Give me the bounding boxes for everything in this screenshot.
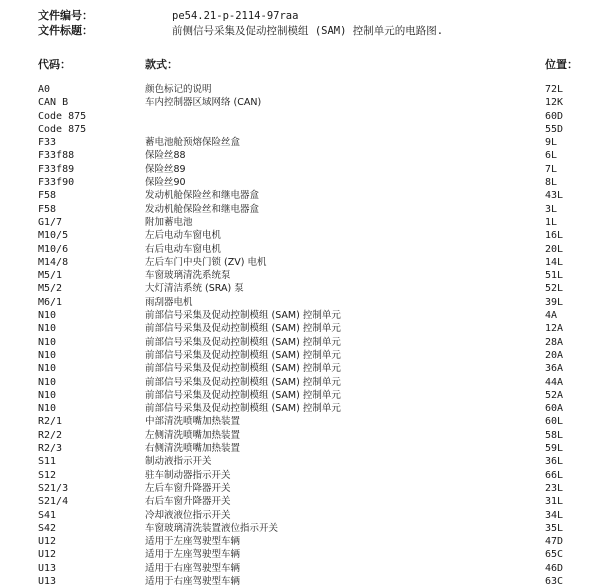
row-description: 冷却液液位指示开关 — [145, 509, 231, 521]
header-description: 款式： — [145, 58, 178, 71]
row-code: S12 — [38, 469, 57, 481]
row-code: F58 — [38, 203, 57, 215]
row-description: 前部信号采集及促动控制模组 (SAM) 控制单元 — [145, 363, 341, 375]
row-description: 驻车制动器指示开关 — [145, 469, 231, 481]
row-description: 车窗玻璃清洗装置液位指示开关 — [145, 522, 279, 534]
table-row — [0, 229, 602, 242]
row-position: 8L — [545, 177, 558, 189]
row-position: 63C — [545, 575, 564, 587]
row-description: 右侧清洗喷嘴加热装置 — [145, 443, 241, 455]
row-code: M14/8 — [38, 256, 69, 268]
row-position: 36L — [545, 456, 564, 468]
row-code: R2/3 — [38, 443, 63, 455]
table-row — [0, 402, 602, 415]
file-title-row — [38, 22, 443, 38]
row-position: 4A — [545, 310, 558, 322]
row-position: 6L — [545, 150, 558, 162]
table-row — [0, 216, 602, 229]
row-description: 颜色标记的说明 — [145, 84, 212, 95]
row-position: 66L — [545, 469, 564, 481]
row-description: 左后车门中央门锁 (ZV) 电机 — [145, 256, 267, 268]
row-position: 55D — [545, 123, 564, 135]
row-position: 52A — [545, 389, 564, 401]
row-description: 前部信号采集及促动控制模组 (SAM) 控制单元 — [145, 336, 341, 348]
table-row — [0, 376, 602, 389]
row-code: U12 — [38, 536, 57, 548]
row-description: 前部信号采集及促动控制模组 (SAM) 控制单元 — [145, 310, 341, 322]
table-row — [0, 535, 602, 548]
header-code: 代码： — [38, 58, 71, 71]
row-position: 16L — [545, 230, 564, 242]
row-description: 适用于右座驾驶型车辆 — [145, 575, 241, 587]
row-code: U13 — [38, 562, 57, 574]
table-row — [0, 509, 602, 522]
row-code: N10 — [38, 363, 57, 375]
row-description: 车窗玻璃清洗系统泵 — [145, 270, 231, 282]
row-code: M5/2 — [38, 283, 63, 295]
file-number-label: 文件编号： — [38, 9, 93, 22]
row-code: N10 — [38, 349, 57, 361]
row-position: 14L — [545, 256, 564, 268]
row-position: 3L — [545, 203, 558, 215]
row-code: N10 — [38, 376, 57, 388]
row-code: A0 — [38, 84, 51, 95]
table-row — [0, 189, 602, 202]
row-position: 59L — [545, 443, 564, 455]
row-description: 右后车窗升降器开关 — [145, 496, 231, 508]
row-position: 43L — [545, 190, 564, 202]
row-code: F33f89 — [38, 163, 75, 175]
table-row — [0, 442, 602, 455]
row-description: 车内控制器区域网络 (CAN) — [145, 97, 262, 109]
file-number-row — [38, 7, 298, 23]
row-position: 35L — [545, 522, 564, 534]
row-code: M6/1 — [38, 296, 63, 308]
row-code: CAN B — [38, 97, 69, 109]
row-position: 58L — [545, 429, 564, 441]
row-code: R2/1 — [38, 416, 63, 428]
table-row — [0, 163, 602, 176]
row-code: S42 — [38, 522, 57, 534]
table-row — [0, 203, 602, 216]
row-code: S11 — [38, 456, 57, 468]
table-row — [0, 136, 602, 149]
row-position: 28A — [545, 336, 564, 348]
row-code: S41 — [38, 509, 57, 521]
row-code: S21/3 — [38, 482, 69, 494]
row-position: 60L — [545, 416, 564, 428]
row-position: 60D — [545, 110, 564, 122]
row-code: U12 — [38, 549, 57, 561]
row-description: 保险丝90 — [145, 177, 186, 189]
row-description: 前部信号采集及促动控制模组 (SAM) 控制单元 — [145, 403, 341, 415]
table-row — [0, 282, 602, 295]
table-row — [0, 309, 602, 322]
header-position: 位置： — [545, 58, 578, 71]
file-number-value: pe54.21-p-2114-97raa — [172, 10, 299, 22]
row-code: Code 875 — [38, 110, 87, 122]
row-code: M10/6 — [38, 243, 69, 255]
row-code: M10/5 — [38, 230, 69, 242]
row-description: 左侧清洗喷嘴加热装置 — [145, 429, 241, 441]
row-code: M5/1 — [38, 270, 63, 282]
row-description: 发动机舱保险丝和继电器盒 — [145, 190, 260, 202]
table-row — [0, 575, 602, 588]
file-title-value: 前侧信号采集及促动控制模组 (SAM) 控制单元的电路图. — [172, 25, 444, 37]
table-row — [0, 243, 602, 256]
row-position: 9L — [545, 137, 558, 149]
row-position: 52L — [545, 283, 564, 295]
table-row — [0, 455, 602, 468]
row-description: 前部信号采集及促动控制模组 (SAM) 控制单元 — [145, 376, 341, 388]
row-code: F33f88 — [38, 150, 75, 162]
row-code: F33 — [38, 137, 57, 149]
row-description: 右后电动车窗电机 — [145, 243, 222, 255]
row-position: 51L — [545, 270, 564, 282]
row-position: 20L — [545, 243, 564, 255]
row-position: 31L — [545, 496, 564, 508]
row-position: 36A — [545, 363, 564, 375]
component-table — [0, 83, 602, 588]
table-row — [0, 336, 602, 349]
row-description: 制动液指示开关 — [145, 456, 212, 468]
row-position: 39L — [545, 296, 564, 308]
table-row — [0, 362, 602, 375]
row-description: 前部信号采集及促动控制模组 (SAM) 控制单元 — [145, 349, 341, 361]
row-description: 适用于右座驾驶型车辆 — [145, 562, 241, 574]
row-position: 12K — [545, 97, 564, 109]
row-position: 23L — [545, 482, 564, 494]
row-position: 46D — [545, 562, 564, 574]
table-row — [0, 389, 602, 402]
table-row — [0, 469, 602, 482]
row-code: G1/7 — [38, 216, 63, 228]
table-row — [0, 548, 602, 561]
row-description: 左后车窗升降器开关 — [145, 482, 231, 494]
row-code: U13 — [38, 575, 57, 587]
row-code: Code 875 — [38, 123, 87, 135]
row-code: N10 — [38, 310, 57, 322]
table-row — [0, 415, 602, 428]
table-row — [0, 96, 602, 109]
table-row — [0, 429, 602, 442]
row-description: 前部信号采集及促动控制模组 (SAM) 控制单元 — [145, 389, 341, 401]
table-row — [0, 83, 602, 96]
row-description: 保险丝89 — [145, 163, 186, 175]
row-code: N10 — [38, 389, 57, 401]
table-row — [0, 322, 602, 335]
row-description: 保险丝88 — [145, 150, 186, 162]
table-row — [0, 110, 602, 123]
row-code: N10 — [38, 323, 57, 335]
row-description: 附加蓄电池 — [145, 216, 193, 228]
row-code: N10 — [38, 403, 57, 415]
row-position: 72L — [545, 84, 564, 95]
table-row — [0, 482, 602, 495]
table-row — [0, 349, 602, 362]
table-row — [0, 562, 602, 575]
row-position: 65C — [545, 549, 564, 561]
row-code: F33f90 — [38, 177, 75, 189]
row-position: 60A — [545, 403, 564, 415]
table-row — [0, 123, 602, 136]
row-code: F58 — [38, 190, 57, 202]
row-description: 适用于左座驾驶型车辆 — [145, 549, 241, 561]
row-position: 47D — [545, 536, 564, 548]
table-row — [0, 256, 602, 269]
row-description: 左后电动车窗电机 — [145, 230, 222, 242]
row-position: 20A — [545, 349, 564, 361]
table-row — [0, 176, 602, 189]
table-row — [0, 495, 602, 508]
row-position: 7L — [545, 163, 558, 175]
row-code: R2/2 — [38, 429, 63, 441]
table-row — [0, 149, 602, 162]
row-position: 1L — [545, 216, 558, 228]
row-description: 适用于左座驾驶型车辆 — [145, 536, 241, 548]
row-code: S21/4 — [38, 496, 69, 508]
file-title-label: 文件标题： — [38, 24, 93, 37]
row-description: 蓄电池舱预熔保险丝盒 — [145, 137, 241, 149]
row-description: 中部清洗喷嘴加热装置 — [145, 416, 241, 428]
row-description: 前部信号采集及促动控制模组 (SAM) 控制单元 — [145, 323, 341, 335]
row-position: 12A — [545, 323, 564, 335]
row-position: 34L — [545, 509, 564, 521]
row-code: N10 — [38, 336, 57, 348]
table-row — [0, 269, 602, 282]
table-row — [0, 522, 602, 535]
table-row — [0, 296, 602, 309]
row-description: 大灯清洁系统 (SRA) 泵 — [145, 283, 244, 295]
row-description: 发动机舱保险丝和继电器盒 — [145, 203, 260, 215]
row-position: 44A — [545, 376, 564, 388]
row-description: 雨刮器电机 — [145, 296, 193, 308]
